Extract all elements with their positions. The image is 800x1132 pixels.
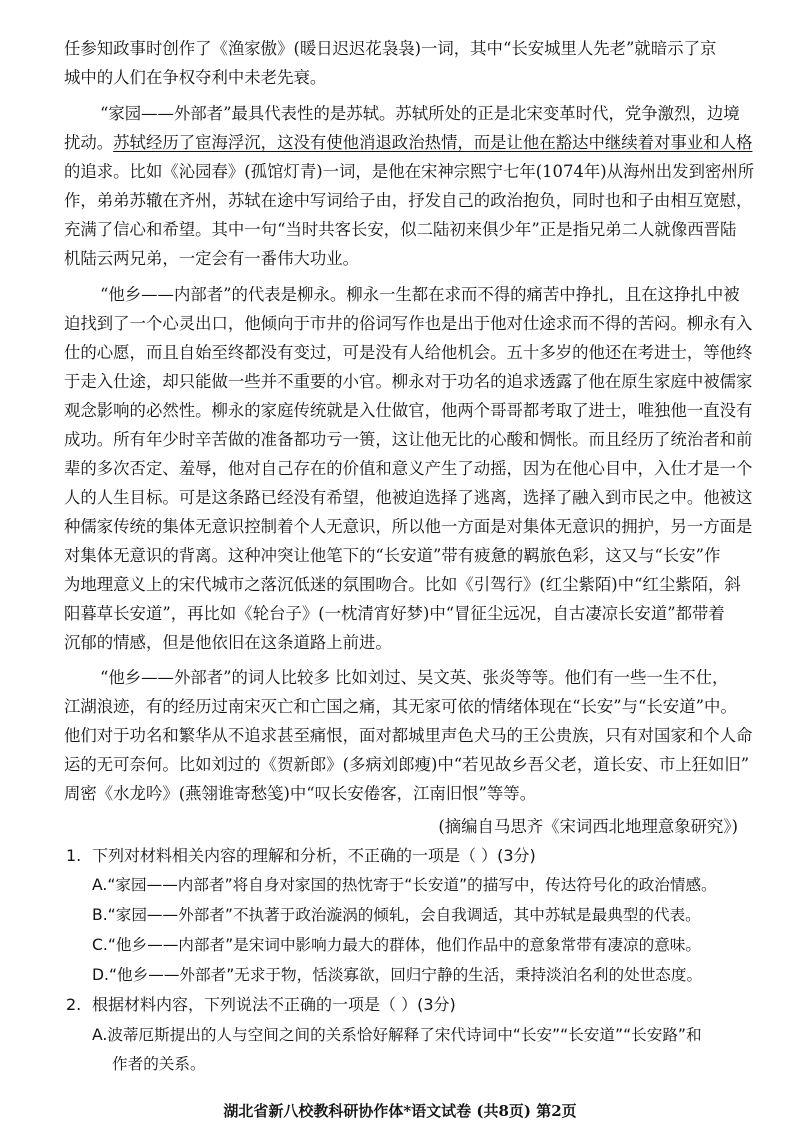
option-b: B.“家园——外部者”不执著于政治漩涡的倾轧，会自我调适，其中苏轼是最典型的代表。 <box>92 906 701 924</box>
option-a-continued: 作者的关系。 <box>112 1055 206 1073</box>
passage-line: “他乡——外部者”的词人比较多 比如刘过、吴文英、张炎等等。他们有一些一生不仕， <box>100 668 729 687</box>
option-c: C.“他乡——内部者”是宋词中影响力最大的群体，他们作品中的意象常带有凄凉的意味。 <box>92 936 701 954</box>
passage-line: 阳暮草长安道”，再比如《轮台子》(一枕清宵好梦)中“冒征尘远况，自古凄凉长安道”都带着 <box>64 604 725 623</box>
question-1 <box>66 845 536 867</box>
passage-line <box>64 132 752 154</box>
passage-line: 成功。所有年少时辛苦做的准备都功亏一篑，这让他无比的心酸和惆怅。而且经历了统治者和前 <box>64 430 753 449</box>
passage-line: 运的无可奈何。比如刘过的《贺新郎》(多病刘郎瘦)中“若见故乡吾父老，道长安、市上狂如旧” <box>64 755 750 774</box>
passage-line: 沉郁的情感，但是他依旧在这条道路上前进。 <box>64 633 392 652</box>
passage-line: 观念影响的必然性。柳永的家庭传统就是入仕做官，他两个哥哥都考取了进士，唯独他一直没有 <box>64 401 753 420</box>
passage-line: 人的人生目标。可是这条路已经没有希望，他被迫选择了逃离，选择了融入到市民之中。他被这 <box>64 488 753 507</box>
passage-line: 充满了信心和希望。其中一句“当时共客长安，似二陆初来俱少年”正是指兄弟二人就像西晋陆 <box>64 220 737 239</box>
passage-line: “他乡——内部者”的代表是柳永。柳永一生都在求而不得的痛苦中挣扎，且在这挣扎中被 <box>100 285 740 304</box>
passage-line: 的追求。比如《沁园春》(孤馆灯青)一词，是他在宋神宗熙宁七年(1074年)从海州出发到密州所 <box>64 162 755 181</box>
passage-line: 城中的人们在争权夺利中未老先衰。 <box>64 68 327 87</box>
question-2 <box>66 994 456 1016</box>
question-stem: 根据材料内容，下列说法不正确的一项是（ ）(3分) <box>92 995 456 1014</box>
passage-line: 江湖浪迹，有的经历过南宋灭亡和亡国之痛，其无家可依的情绪体现在“长安”与“长安道”中。 <box>64 697 737 716</box>
passage-line: 周密《水龙吟》(燕翎谁寄愁笺)中“叹长安倦客，江南旧恨”等等。 <box>64 784 537 803</box>
underlined-sentence: 苏轼经历了宦海浮沉，这没有使他消退政治热情，而是让他在豁达中继续着对事业和人格 <box>113 133 753 152</box>
question-number: 2. <box>66 995 82 1014</box>
passage-line: 机陆云两兄弟，一定会有一番伟大功业。 <box>64 249 360 268</box>
passage-line: 对集体无意识的背离。这种冲突让他笔下的“长安道”带有疲惫的羁旅色彩，这又与“长安”作 <box>64 546 721 565</box>
passage-line: 辈的多次否定、羞辱，他对自己存在的价值和意义产生了动摇，因为在他心目中，入仕才是一个 <box>64 459 753 478</box>
passage-line: 迫找到了一个心灵出口，他倾向于市井的俗词写作也是出于他对仕途求而不得的苦闷。柳永有入 <box>64 314 753 333</box>
question-number: 1. <box>66 846 82 865</box>
passage-line: “家园——外部者”最具代表性的是苏轼。苏轼所处的正是北宋变革时代，党争激烈，边境 <box>100 104 740 123</box>
source-citation: (摘编自马思齐《宋词西北地理意象研究》) <box>438 817 738 836</box>
passage-line: 种儒家传统的集体无意识控制着个人无意识，所以他一方面是对集体无意识的拥护，另一方面是 <box>64 517 753 536</box>
passage-line: 任参知政事时创作了《渔家傲》(暖日迟迟花袅袅)一词，其中“长安城里人先老”就暗示了京 <box>64 39 717 58</box>
page-footer: 湖北省新八校教科研协作体*语文试卷 (共8页) 第2页 <box>223 1102 577 1120</box>
question-stem: 下列对材料相关内容的理解和分析，不正确的一项是（ ）(3分) <box>92 846 536 865</box>
option-a: A.“家园——内部者”将自身对家国的热忱寄于“长安道”的描写中，传达符号化的政治情感。 <box>92 876 717 894</box>
passage-line: 他们对于功名和繁华从不追求甚至痛恨，面对都城里声色犬马的王公贵族，只有对国家和个人命 <box>64 726 753 745</box>
option-a: A.波蒂厄斯提出的人与空间之间的关系恰好解释了宋代诗词中“长安”“长安道”“长安路”和 <box>92 1026 702 1044</box>
passage-line: 作，弟弟苏辙在齐州，苏轼在途中写词给子由，抒发自己的政治抱负，同时也和子由相互宽慰， <box>64 191 753 210</box>
passage-segment: 扰动。 <box>64 133 114 152</box>
passage-line: 为地理意义上的宋代城市之落沉低迷的氛围吻合。比如《引驾行》(红尘紫陌)中“红尘紫陌，斜 <box>64 575 741 594</box>
passage-line: 仕的心愿，而且自始至终都没有变过，可是没有人给他机会。五十多岁的他还在考进士，等他终 <box>64 343 753 362</box>
passage-line: 于走入仕途，却只能做一些并不重要的小官。柳永对于功名的追求透露了他在原生家庭中被儒家 <box>64 372 753 391</box>
option-d: D.“他乡——外部者”无求于物，恬淡寡欲，回归宁静的生活，秉持淡泊名利的处世态度。 <box>92 966 703 984</box>
